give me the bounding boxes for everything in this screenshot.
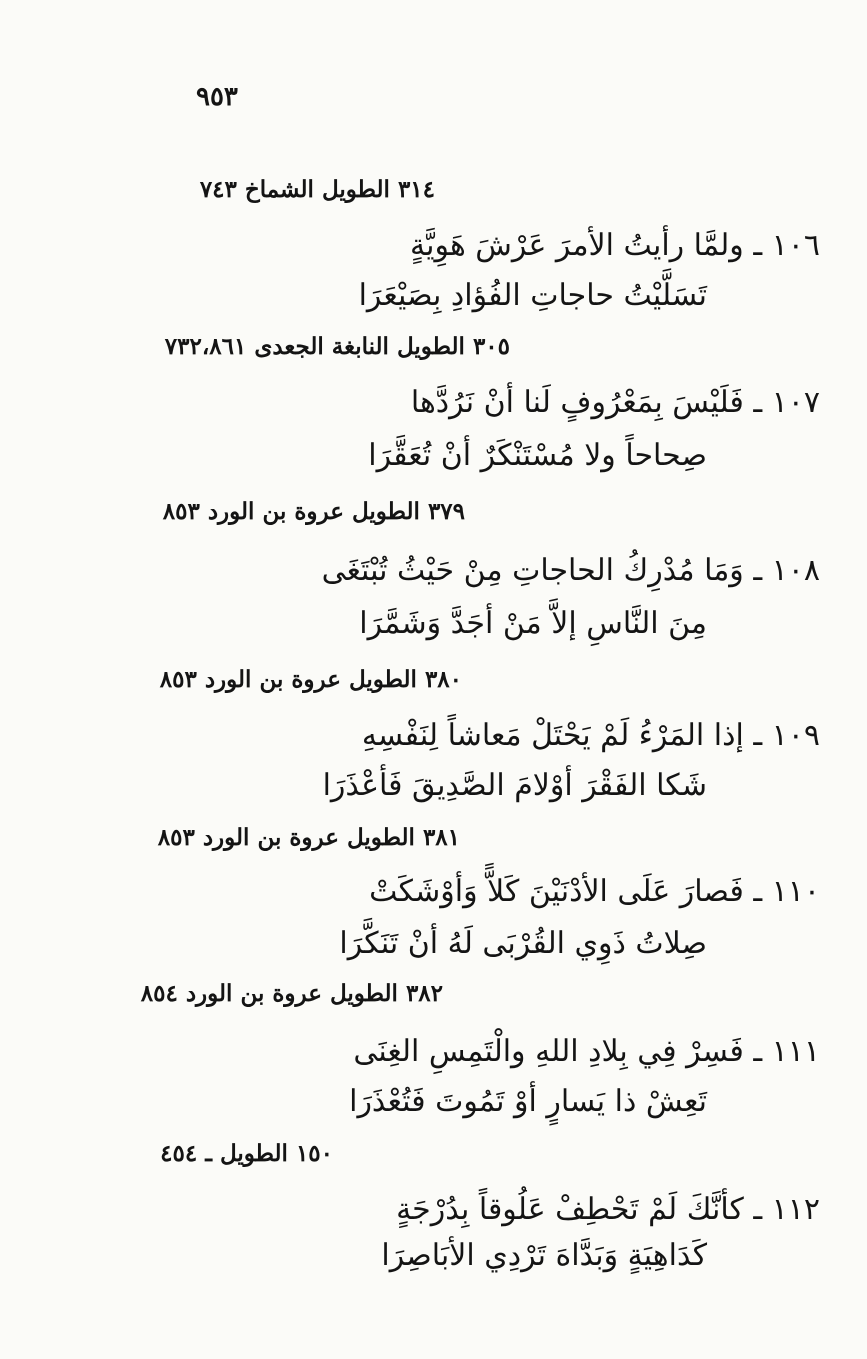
verse-line-second: تَسَلَّيْتُ حاجاتِ الفُؤادِ بِصَيْعَرَا (358, 278, 707, 313)
verse-line-first: ١١٢ ـ كأنَّكَ لَمْ تَحْطِفْ عَلُوقاً بِدُرْجَةٍ (396, 1192, 820, 1227)
verse-line-first: ١٠٨ ـ وَمَا مُدْرِكُ الحاجاتِ مِنْ حَيْثُ تُبْتَغَى (321, 553, 820, 588)
verse-line-second: صِحاحاً ولا مُسْتَنْكَرٌ أنْ تُعَقَّرَا (368, 438, 707, 473)
verse-line-second: مِنَ النَّاسِ إلاَّ مَنْ أجَدَّ وَشَمَّرَا (359, 606, 707, 641)
verse-line-second: كَدَاهِيَةٍ وَبَدَّاهَ تَرْدِي الأبَاصِرَا (381, 1238, 707, 1273)
entry-reference: ٣٨٠ الطويل عروة بن الورد ٨٥٣ (159, 666, 462, 693)
entry-reference: ١٥٠ الطويل ـ ٤٥٤ (160, 1140, 333, 1167)
entry-reference: ٣٨١ الطويل عروة بن الورد ٨٥٣ (157, 824, 460, 851)
entry-reference: ٣٨٢ الطويل عروة بن الورد ٨٥٤ (140, 980, 443, 1007)
verse-line-first: ١٠٧ ـ فَلَيْسَ بِمَعْرُوفٍ لَنا أنْ نَرُدَّها (410, 385, 820, 420)
entry-reference: ٣٠٥ الطويل النابغة الجعدى ٧٣٢،٨٦١ (164, 333, 510, 360)
verse-line-second: تَعِشْ ذا يَسارٍ أوْ تَمُوتَ فَتُعْذَرَا (349, 1084, 707, 1119)
verse-line-first: ١٠٦ ـ ولمَّا رأيتُ الأمرَ عَرْشَ هَوِيَّةٍ (410, 228, 820, 263)
page-number: ٩٥٣ (196, 82, 238, 112)
verse-line-first: ١١١ ـ فَسِرْ فِي بِلادِ اللهِ والْتَمِسِ الغِنَى (353, 1034, 820, 1069)
verse-line-first: ١١٠ ـ فَصارَ عَلَى الأدْنَيْنَ كَلاًّ وَأوْشَكَتْ (369, 874, 820, 909)
verse-line-second: شَكا الفَقْرَ أوْلامَ الصَّدِيقَ فَأعْذَرَا (322, 768, 707, 803)
entry-reference: ٣٧٩ الطويل عروة بن الورد ٨٥٣ (162, 498, 465, 525)
entry-reference: ٣١٤ الطويل الشماخ ٧٤٣ (199, 176, 435, 203)
verse-line-second: صِلاتُ ذَوِي القُرْبَى لَهُ أنْ تَنَكَّرَا (339, 926, 707, 961)
verse-line-first: ١٠٩ ـ إذا المَرْءُ لَمْ يَحْتَلْ مَعاشاً لِنَفْسِهِ (361, 718, 820, 753)
